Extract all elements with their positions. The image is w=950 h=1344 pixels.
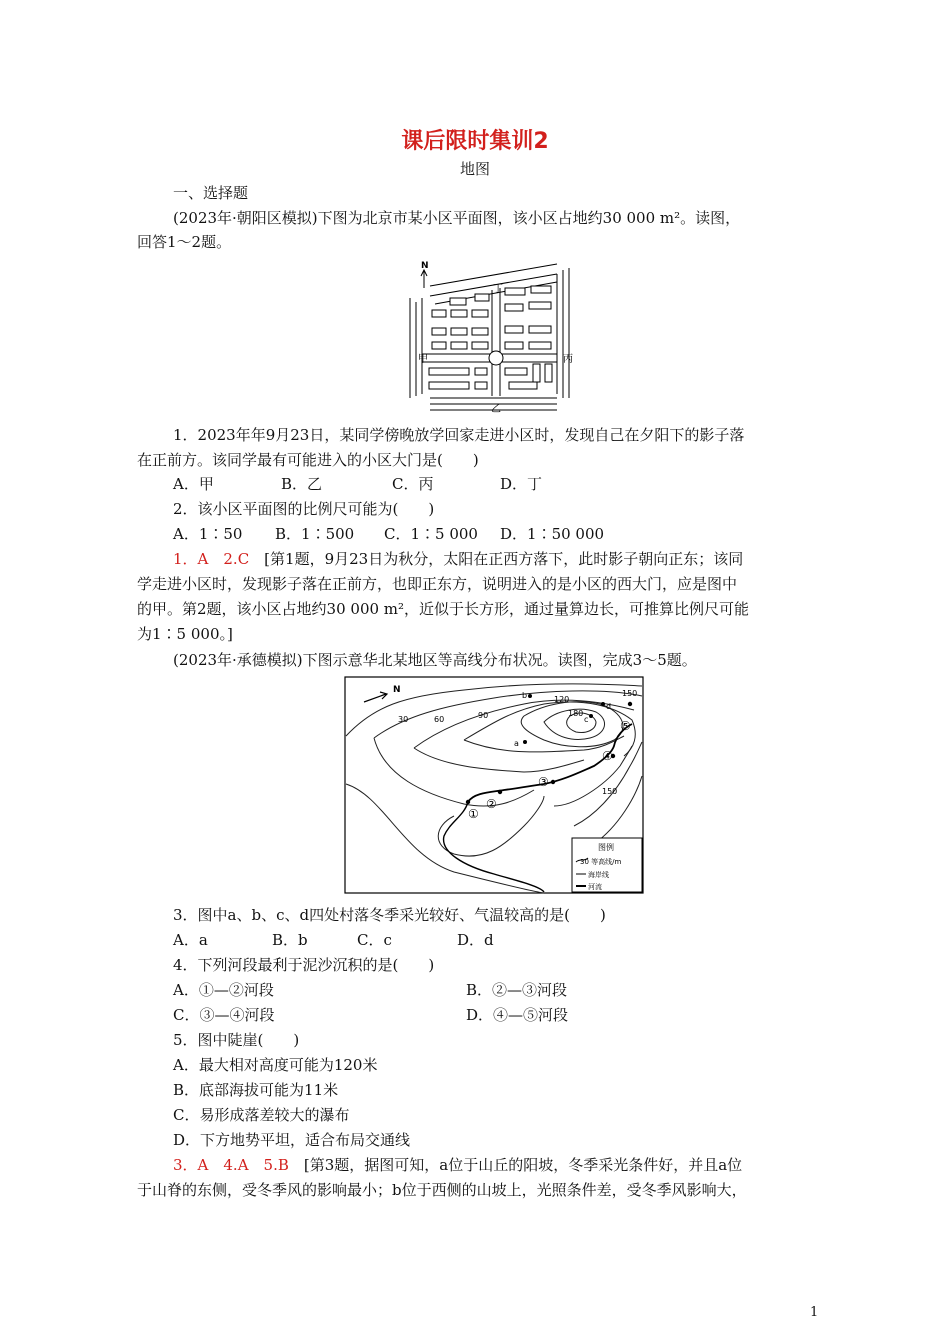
point-a-label: a	[514, 739, 519, 748]
answer-1-2-line1	[173, 549, 743, 569]
contour-map-figure	[344, 676, 644, 894]
q1-option-d: D．丁	[500, 475, 543, 493]
page-title: 课后限时集训2	[401, 129, 549, 154]
north-label: N	[421, 261, 429, 271]
page-number: 1	[810, 1305, 819, 1320]
river-mark-1: ①	[468, 807, 479, 821]
q5-option-d: D．下方地势平坦，适合布局交通线	[173, 1131, 411, 1149]
river-mark-3: ③	[538, 775, 549, 789]
contour-label-150-right: 150	[602, 787, 618, 796]
point-d-label: d	[606, 702, 612, 711]
q1-option-b: B．乙	[281, 475, 323, 493]
answer-3-5-line2: 于山脊的东侧，受冬季风的影响最小；b位于西侧的山坡上，光照条件差，受冬季风影响大，	[137, 1181, 747, 1199]
q5-stem: 5．图中陡崖( )	[173, 1031, 300, 1049]
contour-label-60: 60	[434, 715, 445, 724]
intro2: (2023年·承德模拟)下图示意华北某地区等高线分布状况。读图，完成3～5题。	[173, 651, 697, 669]
point-c-label: c	[584, 715, 589, 724]
contour-label-120: 120	[554, 695, 570, 704]
community-plan-figure	[405, 258, 585, 418]
answer-1-2-line4: 为1∶5 000。]	[137, 625, 233, 643]
contour-label-30: 30	[398, 715, 409, 724]
gate-yi-label: 乙	[491, 404, 501, 415]
river-mark-5: ⑤	[620, 719, 631, 733]
answer-3-5-text: [第3题，据图可知，a位于山丘的阳坡，冬季采光条件好，并且a位	[288, 1156, 743, 1174]
answer-1-2-key: 1．A 2.C	[173, 550, 250, 568]
q4-option-b: B．②—③河段	[466, 981, 568, 999]
intro1-line1: (2023年·朝阳区模拟)下图为北京市某小区平面图，该小区占地约30 000 m²。读图，	[173, 209, 741, 227]
gate-ding-label: 丁	[493, 284, 503, 295]
q5-option-b: B．底部海拔可能为11米	[173, 1081, 339, 1099]
legend-contour: 30 等高线/m	[580, 858, 622, 866]
q1-line1: 1．2023年年9月23日，某同学傍晚放学回家走进小区时，发现自己在夕阳下的影子落	[173, 426, 745, 444]
answer-3-5-line1	[173, 1155, 742, 1175]
north-label: N	[393, 685, 401, 695]
river-mark-2: ②	[486, 797, 497, 811]
section-heading: 一、选择题	[173, 184, 249, 202]
legend-coastline: 海岸线	[588, 871, 609, 879]
q2-stem: 2．该小区平面图的比例尺可能为( )	[173, 500, 435, 518]
q5-option-a: A．最大相对高度可能为120米	[173, 1056, 378, 1074]
contour-label-150-top: 150	[622, 689, 638, 698]
q3-option-c: C．c	[357, 931, 392, 949]
q1-line2: 在正前方。该同学最有可能进入的小区大门是( )	[137, 451, 479, 469]
q1-option-c: C．丙	[392, 475, 434, 493]
legend-river: 河流	[588, 883, 602, 891]
gate-bing-label: 丙	[563, 354, 573, 365]
answer-1-2-line3: 的甲。第2题，该小区占地约30 000 m²，近似于长方形，通过量算边长，可推算比例尺可能	[137, 600, 750, 618]
contour-label-90: 90	[478, 711, 489, 720]
q4-stem: 4．下列河段最利于泥沙沉积的是( )	[173, 956, 435, 974]
answer-1-2-text: [第1题，9月23日为秋分，太阳在正西方落下，此时影子朝向正东；该同	[249, 550, 744, 568]
q2-option-b: B．1∶500	[275, 525, 355, 543]
q3-option-d: D．d	[457, 931, 494, 949]
legend-title: 图例	[598, 843, 614, 852]
q3-stem: 3．图中a、b、c、d四处村落冬季采光较好、气温较高的是( )	[173, 906, 606, 924]
q4-option-a: A．①—②河段	[173, 981, 274, 999]
page-subtitle: 地图	[459, 160, 490, 178]
answer-3-5-key: 3．A 4.A 5.B	[173, 1156, 289, 1174]
q2-option-d: D．1∶50 000	[500, 525, 605, 543]
q3-option-a: A．a	[173, 931, 208, 949]
map-legend	[572, 838, 642, 892]
answer-1-2-line2: 学走进小区时，发现影子落在正前方，也即正东方，说明进入的是小区的西大门，应是图中	[137, 575, 738, 593]
river-mark-4: ④	[602, 749, 613, 763]
contour-label-180: 180	[568, 709, 584, 718]
intro1-line2: 回答1～2题。	[137, 233, 232, 251]
q4-option-c: C．③—④河段	[173, 1006, 275, 1024]
q2-option-a: A．1∶50	[173, 525, 243, 543]
q5-option-c: C．易形成落差较大的瀑布	[173, 1106, 350, 1124]
gate-jia-label: 甲	[418, 354, 428, 365]
point-b-label: b	[522, 691, 528, 700]
q2-option-c: C．1∶5 000	[384, 525, 478, 543]
q3-option-b: B．b	[272, 931, 308, 949]
q1-option-a: A．甲	[173, 475, 214, 493]
q4-option-d: D．④—⑤河段	[466, 1006, 569, 1024]
